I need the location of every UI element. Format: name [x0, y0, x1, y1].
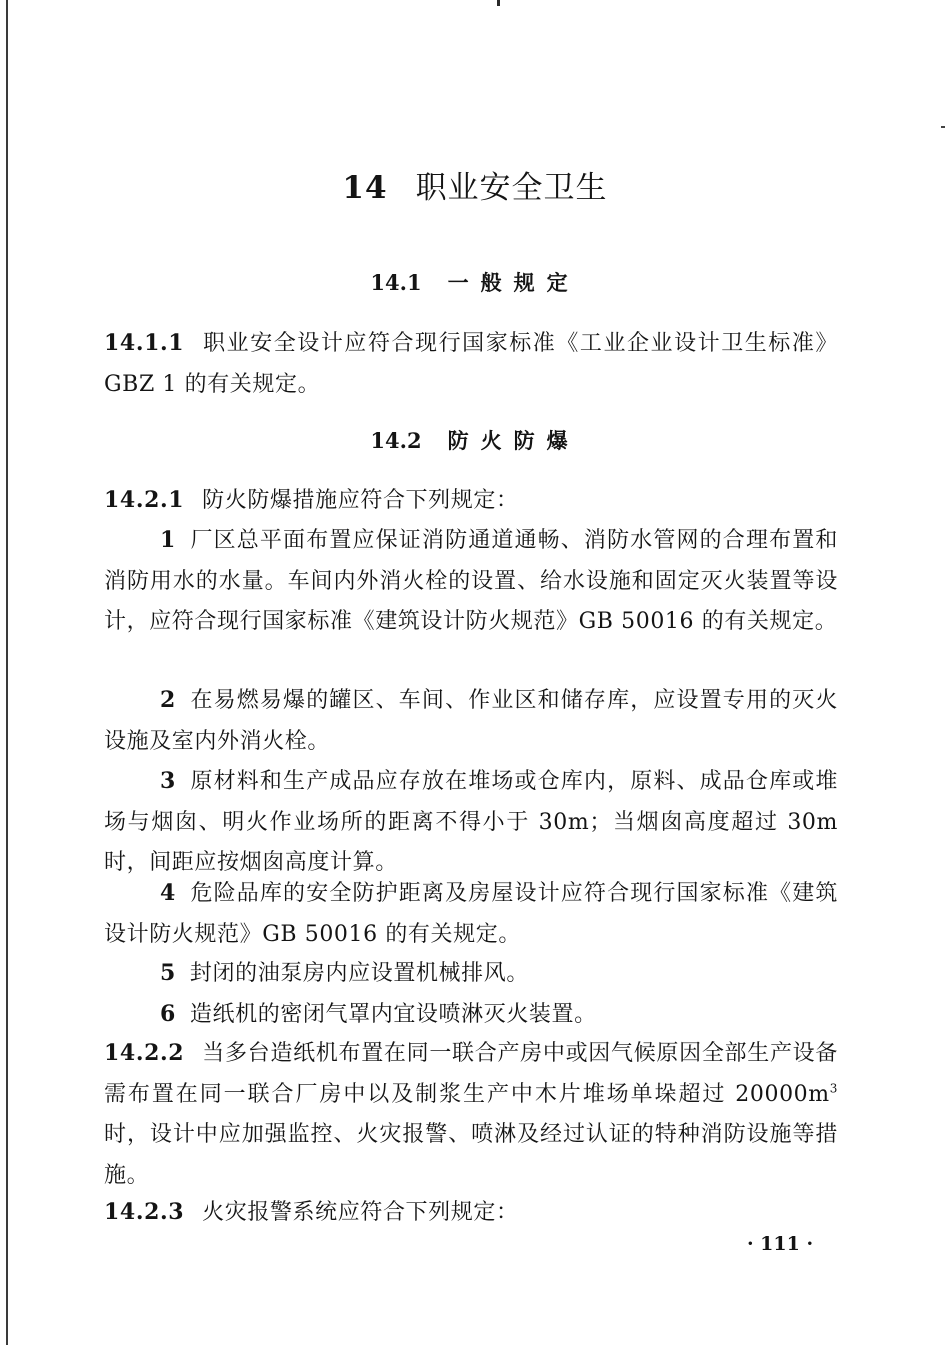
- list-item: [104, 953, 838, 995]
- section-number: 14.2: [370, 428, 422, 453]
- clause-14-1-1: [104, 323, 838, 405]
- clause-number: 14.1.1: [104, 330, 185, 356]
- section-title: [0, 426, 950, 456]
- item-number: 1: [160, 527, 176, 553]
- chapter-title: [0, 166, 950, 210]
- list-item: [104, 761, 838, 884]
- item-text: 原材料和生产成品应存放在堆场或仓库内，原料、成品仓库或堆场与烟囱、明火作业场所的距离不得小于 30m；当烟囱高度超过 30m 时，间距应按烟囱高度计算。: [104, 769, 838, 875]
- clause-text: 火灾报警系统应符合下列规定：: [202, 1200, 519, 1225]
- item-text: 造纸机的密闭气罩内宜设喷淋灭火装置。: [189, 1002, 597, 1027]
- item-text: 封闭的油泵房内应设置机械排风。: [189, 961, 529, 986]
- section-title: [0, 268, 950, 298]
- item-number: 4: [160, 880, 176, 906]
- clause-number: 14.2.2: [104, 1040, 185, 1066]
- item-number: 2: [160, 687, 176, 713]
- scan-mark: [941, 126, 945, 128]
- clause-14-2-2: [104, 1033, 838, 1196]
- clause-number: 14.2.1: [104, 487, 185, 513]
- chapter-number: 14: [342, 170, 388, 206]
- section-number: 14.1: [370, 270, 422, 295]
- page-number: · 111 ·: [746, 1233, 814, 1255]
- item-text: 在易燃易爆的罐区、车间、作业区和储存库，应设置专用的灭火设施及室内外消火栓。: [104, 688, 838, 754]
- item-text: 厂区总平面布置应保证消防通道通畅、消防水管网的合理布置和消防用水的水量。车间内外消火栓的设置、给水设施和固定灭火装置等设计，应符合现行国家标准《建筑设计防火规范》GB 50016 的有关规定。: [104, 528, 838, 634]
- item-number: 3: [160, 768, 176, 794]
- clause-text: 当多台造纸机布置在同一联合产房中或因气候原因全部生产设备需布置在同一联合厂房中以及制浆生产中木片堆场单垛超过 20000m: [104, 1041, 838, 1107]
- clause-text: 防火防爆措施应符合下列规定：: [202, 488, 519, 513]
- superscript-exponent: 3: [829, 1081, 838, 1096]
- chapter-title-text: 职业安全卫生: [415, 170, 608, 206]
- section-title-text: 防火防爆: [447, 428, 580, 453]
- item-number: 6: [160, 1001, 176, 1027]
- clause-text: 职业安全设计应符合现行国家标准《工业企业设计卫生标准》GBZ 1 的有关规定。: [104, 331, 838, 397]
- list-item: [104, 873, 838, 955]
- clause-14-2-3: [104, 1192, 838, 1234]
- list-item: [104, 520, 838, 643]
- clause-number: 14.2.3: [104, 1199, 185, 1225]
- item-number: 5: [160, 960, 176, 986]
- scan-mark: [497, 0, 500, 6]
- item-text: 危险品库的安全防护距离及房屋设计应符合现行国家标准《建筑设计防火规范》GB 50016 的有关规定。: [104, 881, 838, 947]
- section-title-text: 一般规定: [447, 270, 580, 295]
- clause-14-2-1: [104, 480, 838, 522]
- clause-text: 时，设计中应加强监控、火灾报警、喷淋及经过认证的特种消防设施等措施。: [104, 1122, 838, 1188]
- list-item: [104, 994, 838, 1036]
- list-item: [104, 680, 838, 762]
